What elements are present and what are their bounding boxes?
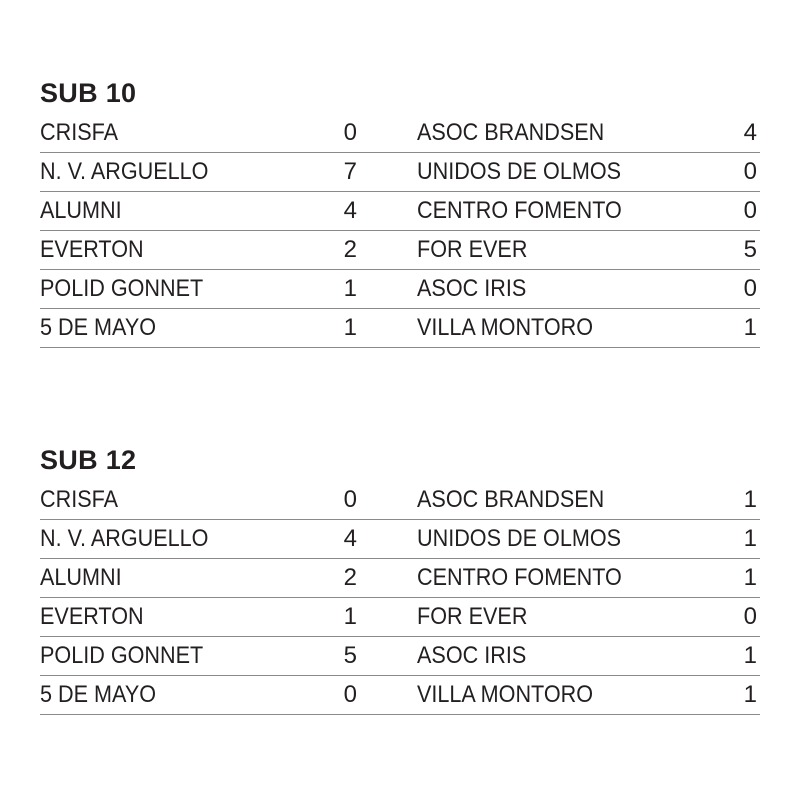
- home-score: 0: [343, 681, 357, 708]
- match-row: [40, 598, 760, 637]
- match-row: [40, 481, 760, 520]
- away-team: VILLA MONTORO: [417, 681, 594, 708]
- away-team: CENTRO FOMENTO: [417, 197, 622, 224]
- away-score: 0: [743, 275, 757, 302]
- match-row: [40, 559, 760, 598]
- away-score: 1: [743, 525, 757, 552]
- match-row: [40, 231, 760, 270]
- away-team: ASOC BRANDSEN: [417, 486, 605, 513]
- home-score: 1: [343, 314, 357, 341]
- away-score: 5: [743, 236, 757, 263]
- results-section-sub10: [40, 76, 760, 348]
- away-score: 1: [743, 486, 757, 513]
- match-row: [40, 520, 760, 559]
- away-team: UNIDOS DE OLMOS: [417, 158, 622, 185]
- away-score: 0: [743, 158, 757, 185]
- home-team: ALUMNI: [40, 197, 122, 224]
- home-score: 0: [343, 119, 357, 146]
- away-score: 1: [743, 681, 757, 708]
- away-team: CENTRO FOMENTO: [417, 564, 622, 591]
- away-score: 0: [743, 197, 757, 224]
- home-team: N. V. ARGUELLO: [40, 158, 209, 185]
- match-row: [40, 309, 760, 348]
- away-team: FOR EVER: [417, 603, 528, 630]
- away-score: 1: [743, 564, 757, 591]
- home-score: 1: [343, 603, 357, 630]
- home-score: 4: [343, 197, 357, 224]
- home-team: 5 DE MAYO: [40, 314, 157, 341]
- home-team: 5 DE MAYO: [40, 681, 157, 708]
- home-score: 2: [343, 236, 357, 263]
- home-team: POLID GONNET: [40, 642, 204, 669]
- match-row: [40, 637, 760, 676]
- home-score: 2: [343, 564, 357, 591]
- match-row: [40, 676, 760, 715]
- home-team: POLID GONNET: [40, 275, 204, 302]
- home-score: 5: [343, 642, 357, 669]
- results-table: [40, 114, 760, 348]
- away-score: 1: [743, 642, 757, 669]
- match-row: [40, 270, 760, 309]
- results-table: [40, 481, 760, 715]
- away-team: ASOC IRIS: [417, 275, 527, 302]
- home-team: EVERTON: [40, 236, 144, 263]
- results-section-sub12: [40, 443, 760, 715]
- away-score: 1: [743, 314, 757, 341]
- home-score: 7: [343, 158, 357, 185]
- home-team: EVERTON: [40, 603, 144, 630]
- home-team: ALUMNI: [40, 564, 122, 591]
- home-team: CRISFA: [40, 119, 119, 146]
- home-score: 0: [343, 486, 357, 513]
- match-row: [40, 192, 760, 231]
- home-score: 1: [343, 275, 357, 302]
- away-score: 0: [743, 603, 757, 630]
- match-row: [40, 153, 760, 192]
- away-team: VILLA MONTORO: [417, 314, 594, 341]
- away-team: UNIDOS DE OLMOS: [417, 525, 622, 552]
- section-title: SUB 10: [40, 78, 137, 108]
- away-team: ASOC IRIS: [417, 642, 527, 669]
- away-score: 4: [743, 119, 757, 146]
- home-score: 4: [343, 525, 357, 552]
- match-row: [40, 114, 760, 153]
- away-team: FOR EVER: [417, 236, 528, 263]
- away-team: ASOC BRANDSEN: [417, 119, 605, 146]
- home-team: CRISFA: [40, 486, 119, 513]
- home-team: N. V. ARGUELLO: [40, 525, 209, 552]
- section-title: SUB 12: [40, 445, 137, 475]
